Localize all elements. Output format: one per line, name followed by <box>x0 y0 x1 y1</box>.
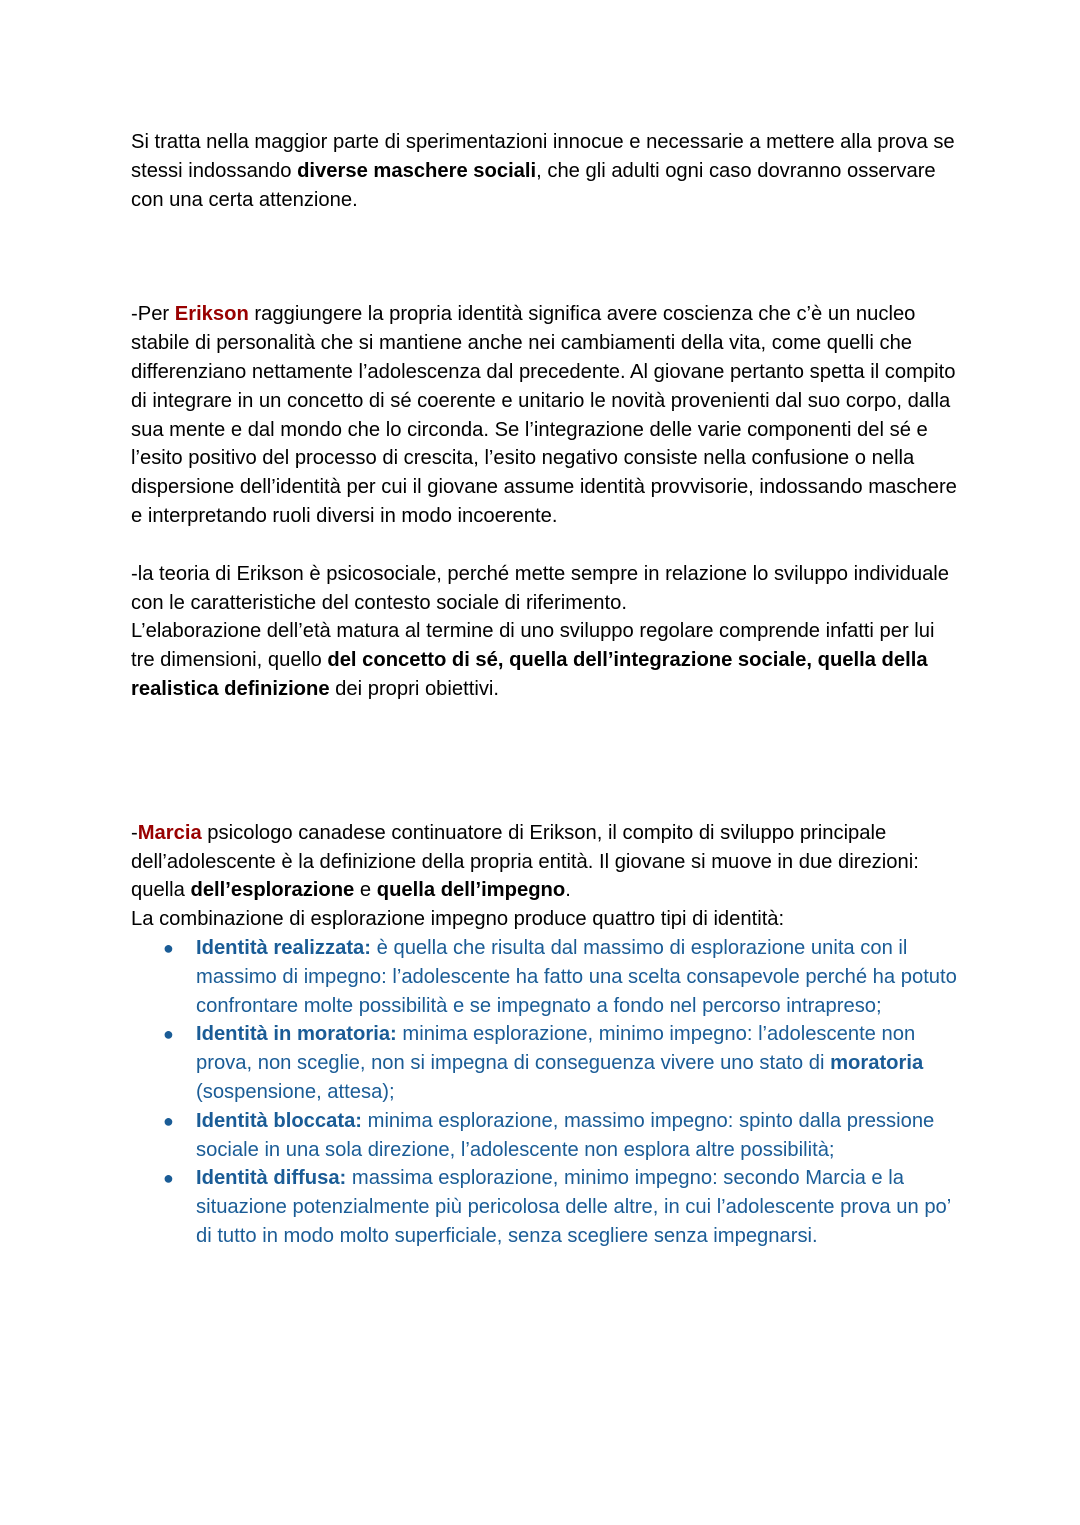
identity-type-text: minima esplorazione, massimo impegno: spinto dalla pressione sociale in una sola direzione, l’adolescente non esplora altre possibilità; <box>196 1109 935 1161</box>
list-item <box>163 1020 961 1106</box>
text-run: L’elaborazione dell’età matura al termine di uno sviluppo regolare comprende infatti per lui tre dimensioni, quello <box>131 620 935 672</box>
identity-type-title: Identità in moratoria: <box>196 1023 397 1046</box>
document-page <box>131 128 961 1251</box>
paragraph-masks <box>131 128 961 214</box>
author-name-erikson: Erikson <box>174 303 249 326</box>
bullet-icon: ● <box>163 1110 174 1131</box>
list-item <box>163 1164 961 1250</box>
text-run: -la teoria di Erikson è psicosociale, perché mette sempre in relazione lo sviluppo individuale con le caratteristiche del contesto sociale di riferimento. <box>131 562 950 614</box>
identity-types-list <box>131 934 961 1251</box>
bullet-icon: ● <box>163 1024 174 1045</box>
text-run: raggiungere la propria identità significa avere coscienza che c’è un nucleo stabile di personalità che si mantiene anche nei cambiamenti della vita, come quelli che differenziano nettamente l’adolescenza dal precedente. Al giovane pertanto spetta il compito di integrare in un concetto di sé coerente e unitario le novità provenienti dal suo corpo, dalla sua mente e dal mondo che lo circonda. Se l’integrazione delle varie componenti del sé e l’esito positivo del processo di crescita, l’esito negativo consiste nella confusione o nella dispersione dell’identità per cui il giovane assume identità provvisorie, indossando maschere e interpretando ruoli diversi in modo incoerente. <box>131 303 957 527</box>
bold-text: dell’esplorazione <box>190 879 355 902</box>
spacer <box>131 214 961 300</box>
identity-type-text: massima esplorazione, minimo impegno: secondo Marcia e la situazione potenzialmente più pericolosa delle altre, in cui l’adolescente prova un po’ di tutto in modo molto superficiale, senza scegliere senza impegnarsi. <box>196 1167 951 1247</box>
identity-type-title: Identità diffusa: <box>196 1167 347 1190</box>
text-run: La combinazione di esplorazione impegno produce quattro tipi di identità: <box>131 908 785 931</box>
text-run: - <box>131 821 138 844</box>
author-name-marcia: Marcia <box>137 821 202 844</box>
paragraph-erikson <box>131 300 961 530</box>
paragraph-combination <box>131 905 961 934</box>
bullet-icon: ● <box>163 937 174 958</box>
text-run: psicologo canadese continuatore di Erikson, il compito di sviluppo principale dell’adolescente è la definizione della propria entità. Il giovane si muove in due direzioni: quella <box>131 821 919 902</box>
identity-type-text: (sospensione, attesa); <box>196 1080 395 1103</box>
text-run: -Per <box>131 303 175 326</box>
identity-type-text: minima esplorazione, minimo impegno: l’adolescente non prova, non sceglie, non si impegna di conseguenza vivere uno stato di <box>196 1023 916 1075</box>
spacer <box>131 704 961 819</box>
list-item <box>163 934 961 1020</box>
paragraph-marcia <box>131 819 961 905</box>
text-run: . <box>565 879 571 902</box>
bold-text: quella dell’impegno <box>376 879 566 902</box>
identity-type-title: Identità realizzata: <box>196 936 372 959</box>
identity-type-text: è quella che risulta dal massimo di esplorazione unita con il massimo di impegno: l’adolescente ha fatto una scelta consapevole perché ha potuto confrontare molte possibilità e se impegnato a fondo nel percorso intrapreso; <box>196 936 957 1017</box>
bold-text: moratoria <box>830 1052 924 1075</box>
paragraph-psychosocial <box>131 560 961 618</box>
bullet-icon: ● <box>163 1168 174 1189</box>
paragraph-mature-age <box>131 617 961 703</box>
text-run: e <box>354 879 377 902</box>
identity-type-title: Identità bloccata: <box>196 1109 363 1132</box>
text-run: , che gli adulti ogni caso dovranno osservare con una certa attenzione. <box>131 159 936 211</box>
list-item <box>163 1107 961 1165</box>
bold-text: del concetto di sé, quella dell’integrazione sociale, quella della realistica definizione <box>131 649 928 700</box>
text-run: Si tratta nella maggior parte di sperimentazioni innocue e necessarie a mettere alla prova se stessi indossando <box>131 131 955 182</box>
bold-text: diverse maschere sociali <box>297 159 537 182</box>
text-run: dei propri obiettivi. <box>329 677 500 700</box>
spacer <box>131 531 961 560</box>
